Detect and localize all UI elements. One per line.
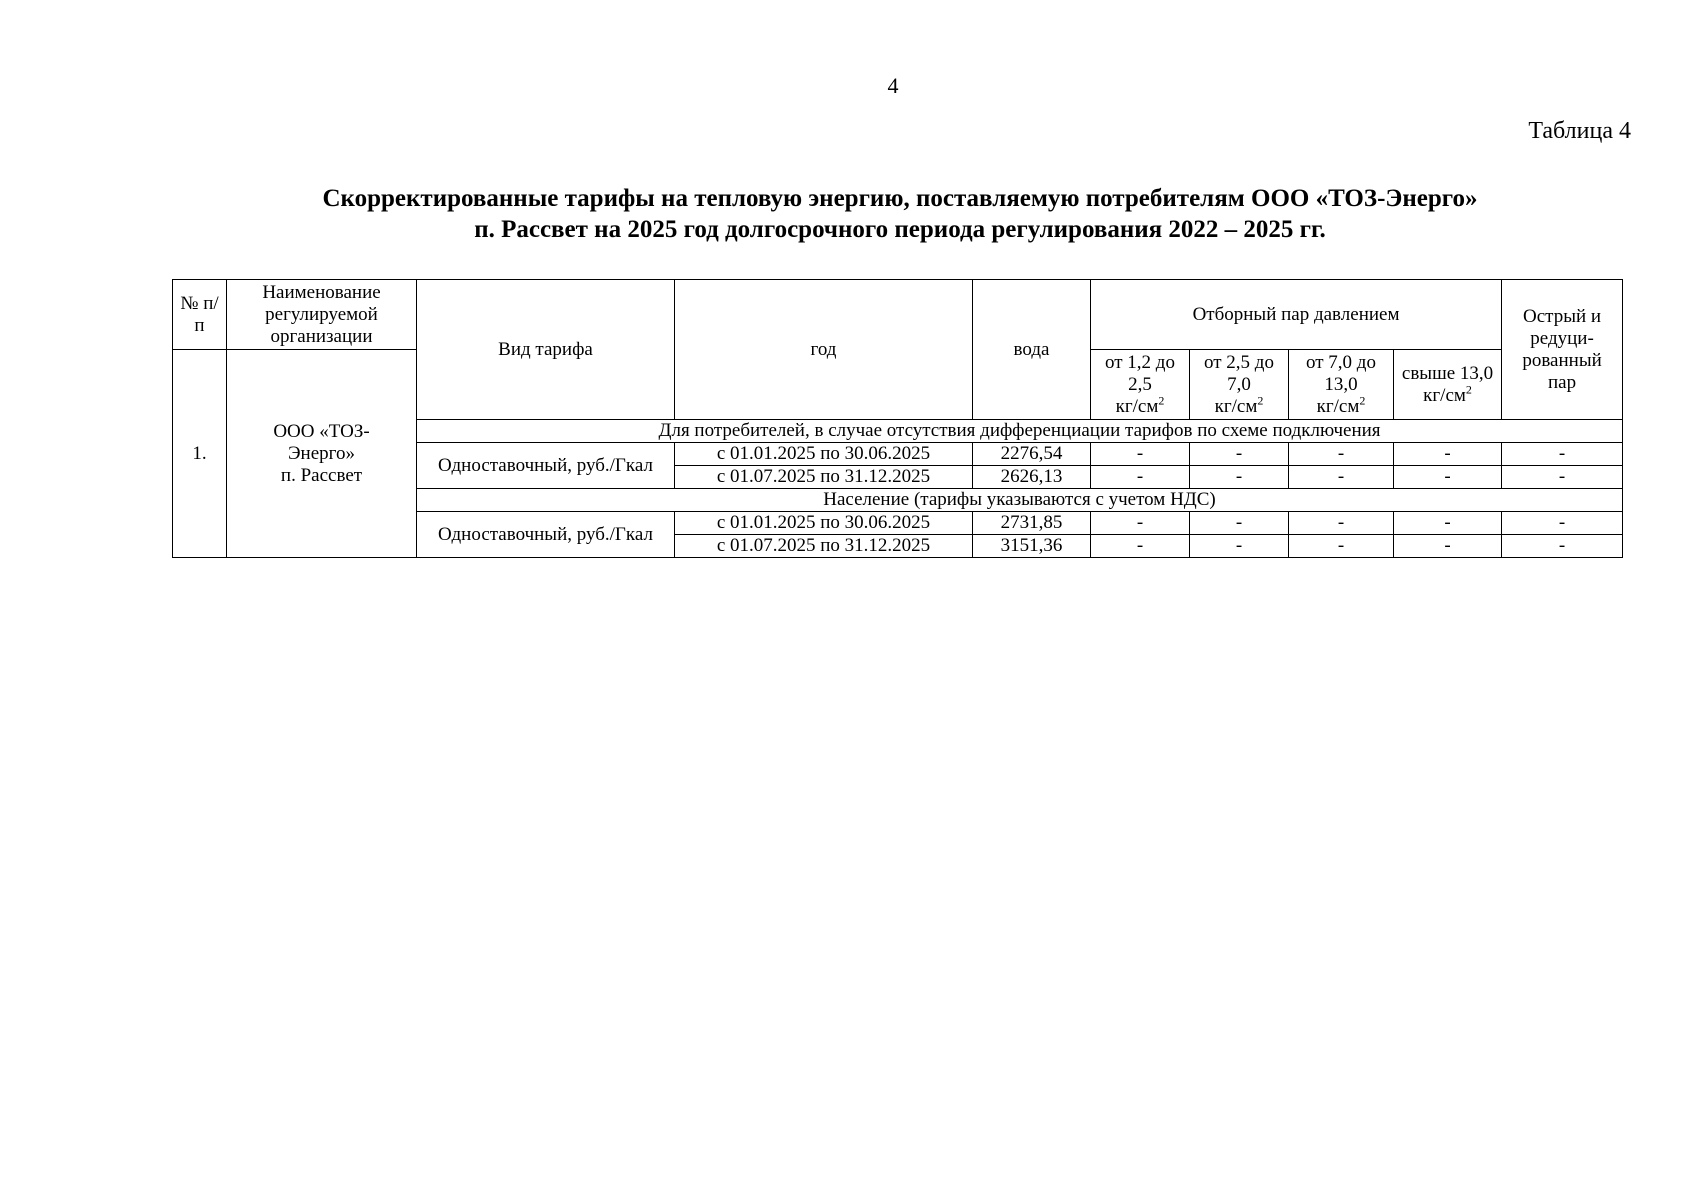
tariff-type-cell: Одноставочный, руб./Гкал bbox=[417, 443, 675, 489]
water-value: 3151,36 bbox=[973, 535, 1091, 558]
steam-4-range: свыше 13,0 bbox=[1401, 362, 1494, 384]
steam-3-value: - bbox=[1289, 443, 1394, 466]
organization-line-3: п. Рассвет bbox=[280, 464, 363, 486]
section-title: Для потребителей, в случае отсутствия дифференциации тарифов по схеме подключения bbox=[417, 420, 1623, 443]
period-cell: с 01.01.2025 по 30.06.2025 bbox=[675, 512, 973, 535]
header-num: № п/п bbox=[173, 280, 227, 350]
water-value: 2731,85 bbox=[973, 512, 1091, 535]
steam-1-value: - bbox=[1091, 466, 1190, 489]
sharp-steam-value: - bbox=[1502, 512, 1623, 535]
header-water: вода bbox=[973, 280, 1091, 420]
water-value: 2276,54 bbox=[973, 443, 1091, 466]
steam-1-value: - bbox=[1091, 443, 1190, 466]
sharp-steam-value: - bbox=[1502, 443, 1623, 466]
period-cell: с 01.01.2025 по 30.06.2025 bbox=[675, 443, 973, 466]
document-title bbox=[180, 183, 1620, 245]
steam-2-unit: $кг/см^2$ bbox=[1214, 393, 1264, 417]
steam-1-value: - bbox=[1091, 535, 1190, 558]
header-sharp-steam: Острый и редуци-рованный пар bbox=[1502, 280, 1623, 420]
steam-2-value: - bbox=[1190, 535, 1289, 558]
steam-4-value: - bbox=[1394, 443, 1502, 466]
period-cell: с 01.07.2025 по 31.12.2025 bbox=[675, 535, 973, 558]
sharp-steam-value: - bbox=[1502, 535, 1623, 558]
steam-1-range: от 1,2 до 2,5 bbox=[1105, 351, 1175, 395]
title-line-1: Скорректированные тарифы на тепловую энергию, поставляемую потребителям ООО «ТОЗ-Энерго» bbox=[322, 185, 1478, 212]
steam-4-value: - bbox=[1394, 512, 1502, 535]
row-number: 1. bbox=[173, 350, 227, 558]
steam-4-value: - bbox=[1394, 466, 1502, 489]
steam-2-value: - bbox=[1190, 466, 1289, 489]
header-tariff-type: Вид тарифа bbox=[417, 280, 675, 420]
header-year: год bbox=[675, 280, 973, 420]
header-steam-2 bbox=[1190, 350, 1289, 420]
steam-3-value: - bbox=[1289, 535, 1394, 558]
sharp-steam-value: - bbox=[1502, 466, 1623, 489]
header-steam-group: Отборный пар давлением bbox=[1091, 280, 1502, 350]
organization-name bbox=[227, 350, 417, 558]
period-cell: с 01.07.2025 по 31.12.2025 bbox=[675, 466, 973, 489]
header-org: Наименование регулируемой организации bbox=[227, 280, 417, 350]
water-value: 2626,13 bbox=[973, 466, 1091, 489]
header-steam-3 bbox=[1289, 350, 1394, 420]
steam-4-value: - bbox=[1394, 535, 1502, 558]
steam-2-value: - bbox=[1190, 443, 1289, 466]
steam-3-range: от 7,0 до 13,0 bbox=[1306, 351, 1376, 395]
steam-1-unit: $кг/см^2$ bbox=[1115, 393, 1165, 417]
page-number: 4 bbox=[887, 73, 899, 98]
steam-4-unit: $кг/см^2$ bbox=[1423, 382, 1472, 406]
header-row-top bbox=[173, 280, 1623, 350]
steam-3-value: - bbox=[1289, 512, 1394, 535]
title-line-2: п. Рассвет на 2025 год долгосрочного периода регулирования 2022 – 2025 гг. bbox=[474, 216, 1326, 243]
steam-3-unit: $кг/см^2$ bbox=[1316, 393, 1366, 417]
organization-line-1: ООО «ТОЗ- bbox=[273, 420, 370, 442]
header-steam-1 bbox=[1091, 350, 1190, 420]
section-title: Население (тарифы указываются с учетом НДС) bbox=[417, 489, 1623, 512]
steam-2-value: - bbox=[1190, 512, 1289, 535]
tariff-type-cell: Одноставочный, руб./Гкал bbox=[417, 512, 675, 558]
table-label: Таблица 4 bbox=[1528, 118, 1631, 144]
steam-3-value: - bbox=[1289, 466, 1394, 489]
steam-2-range: от 2,5 до 7,0 bbox=[1204, 351, 1274, 395]
header-steam-4 bbox=[1394, 350, 1502, 420]
organization-line-2: Энерго» bbox=[288, 442, 355, 464]
tariff-table bbox=[172, 279, 1623, 558]
steam-1-value: - bbox=[1091, 512, 1190, 535]
